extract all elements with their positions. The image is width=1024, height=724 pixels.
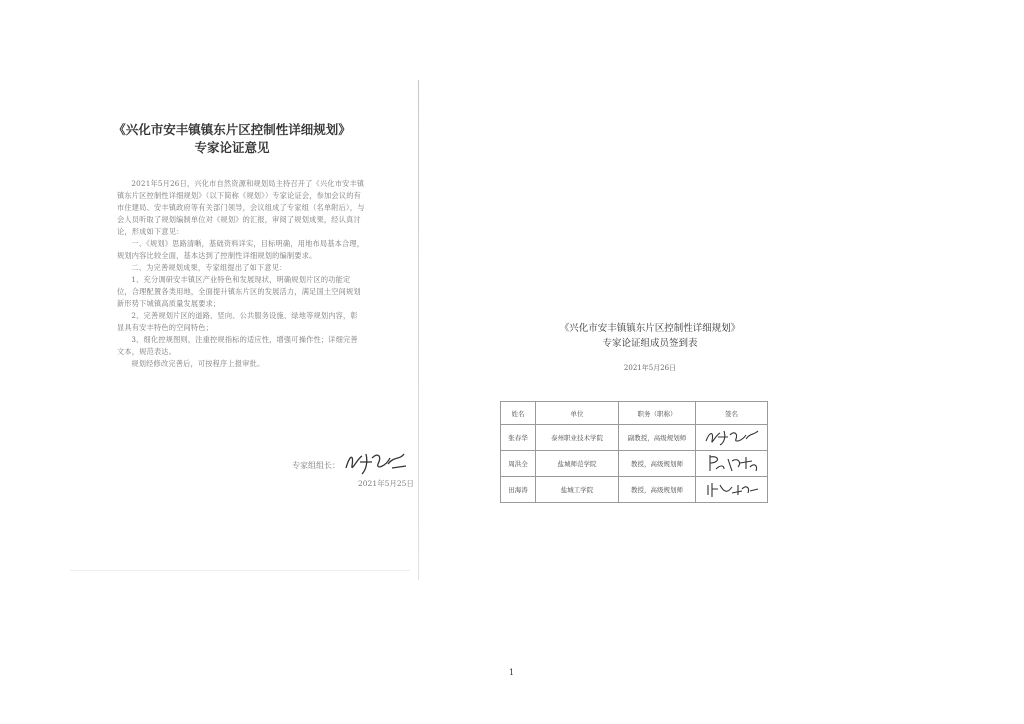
header-signature: 签名: [696, 402, 768, 425]
handwritten-signature: [702, 427, 762, 447]
opinion-paragraph: 2021年5月26日，兴化市自然资源和规划局主持召开了《兴化市安丰镇镇东片区控制性详细规划》（以下简称《规划》）专家论证会，参加会议的有市住建局、安丰镇政府等有关部门领导，会议组成了专家组（名单附后），与会人员听取了规划编制单位对《规划》的汇报，审阅了规划成果，经认真讨论，形成如下意见：: [117, 179, 365, 236]
page-edge: [70, 570, 410, 571]
expert-opinion-page: [62, 92, 417, 570]
handwritten-signature: [702, 453, 762, 473]
cell-name: 张春华: [501, 425, 536, 451]
sign-in-subtitle: 专家论证组成员签到表: [602, 338, 698, 349]
opinion-title: 《兴化市安丰镇镇东片区控制性详细规划》: [113, 122, 351, 137]
signature-date: 2021年5月25日: [358, 479, 414, 488]
cell-title: 教授，高级规划师: [619, 477, 696, 503]
opinion-paragraph: 规划经修改完善后，可按程序上报审批。: [131, 359, 265, 368]
sign-in-title: 《兴化市安丰镇镇东片区控制性详细规划》: [559, 323, 741, 334]
handwritten-signature: [342, 448, 412, 476]
opinion-paragraph: 1、充分调研安丰镇区产业特色和发展现状，明确规划片区的功能定位，合理配置各类用地，全面提升镇东片区的发展活力，满足国土空间规划新形势下城镇高质量发展要求；: [117, 275, 361, 308]
handwritten-signature: [702, 479, 762, 499]
sign-in-table: [500, 401, 768, 503]
opinion-paragraph: 一、《规划》思路清晰，基础资料详实，目标明确，用地布局基本合理，规划内容比较全面，基本达到了控制性详细规划的编制要求。: [117, 239, 365, 260]
cell-unit: 盐城工学院: [536, 477, 619, 503]
opinion-paragraph: 3、细化控规图则，注重控规指标的适应性，增强可操作性；详细完善文本，规范表达。: [117, 335, 358, 356]
table-header-row: [501, 402, 768, 425]
header-unit: 单位: [536, 402, 619, 425]
cell-title: 副教授，高级规划师: [619, 425, 696, 451]
table-row: [501, 451, 768, 477]
cell-unit: 盐城师范学院: [536, 451, 619, 477]
sign-in-date: 2021年5月26日: [623, 364, 677, 372]
sign-in-sheet-page: [430, 150, 810, 570]
cell-title: 教授，高级规划师: [619, 451, 696, 477]
cell-signature: [696, 451, 768, 477]
opinion-paragraph: 2、完善规划片区的道路、竖向、公共服务设施、绿地等规划内容，彰显具有安丰特色的空间特色；: [117, 311, 358, 332]
cell-name: 周洪全: [501, 451, 536, 477]
cell-signature: [696, 477, 768, 503]
header-name: 姓名: [501, 402, 536, 425]
opinion-paragraph: 二、为完善规划成果，专家组提出了如下意见：: [131, 263, 287, 272]
header-title: 职务（职称）: [619, 402, 696, 425]
cell-signature: [696, 425, 768, 451]
opinion-subtitle: 专家论证意见: [194, 140, 270, 155]
opinion-body: [117, 178, 365, 370]
cell-unit: 泰州职业技术学院: [536, 425, 619, 451]
table-row: [501, 477, 768, 503]
table-row: [501, 425, 768, 451]
page-number: 1: [509, 668, 515, 677]
cell-name: 田海涛: [501, 477, 536, 503]
page-divider: [418, 80, 419, 580]
signature-label: 专家组组长：: [292, 461, 340, 470]
